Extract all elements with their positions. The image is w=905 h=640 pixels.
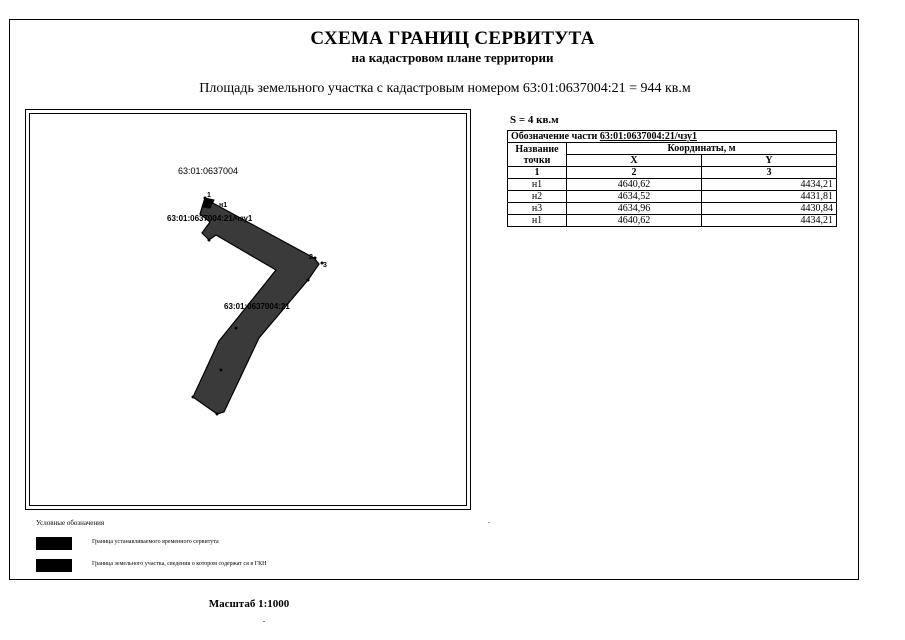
point-label-2: 2 <box>309 254 313 261</box>
legend-title: Условные обозначения <box>36 519 105 527</box>
col-coords-header: Координаты, м <box>567 143 837 155</box>
area-statement: Площадь земельного участка с кадастровым номером 63:01:0637004:21 = 944 кв.м <box>199 81 691 96</box>
vertex-marker <box>314 257 317 260</box>
servitude-polygon <box>202 198 214 208</box>
legend-swatch <box>36 537 72 550</box>
scan-speck <box>488 522 490 523</box>
designation-cell: Обозначение части 63:01:0637004:21/чзу1 <box>508 131 837 143</box>
quarter-label: 63:01:0637004 <box>178 166 239 176</box>
page-title: СХЕМА ГРАНИЦ СЕРВИТУТА <box>310 28 595 49</box>
point-label-n1: н1 <box>219 202 228 209</box>
legend-swatch <box>36 559 72 572</box>
parcel-map <box>26 110 472 511</box>
col-num: 2 <box>567 167 702 179</box>
scale-label: Масштаб 1:1000 <box>208 598 290 610</box>
col-x-header: X <box>567 155 702 167</box>
vertex-marker <box>235 327 238 330</box>
scan-speck <box>263 621 265 622</box>
legend-label: Граница земельного участка, сведения о котором содержат ся в ГКН <box>92 561 267 567</box>
servitude-area: S = 4 кв.м <box>510 114 559 126</box>
vertex-marker <box>220 369 223 372</box>
table-row: н3 4634,96 4430,84 <box>508 203 837 215</box>
vertex-marker <box>307 279 310 282</box>
col-name-header: Название точки <box>508 143 567 167</box>
vertex-marker <box>321 262 324 265</box>
col-y-header: Y <box>701 155 836 167</box>
parcel-polygon <box>193 198 319 414</box>
vertex-marker <box>192 396 195 399</box>
designation-value: 63:01:0637004:21/чзу1 <box>599 131 698 142</box>
coordinates-table <box>507 130 837 227</box>
point-label-3: 3 <box>323 262 327 269</box>
col-num: 3 <box>701 167 836 179</box>
parcel-label-top: 63:01:0637004:21/чзу1 <box>167 214 253 223</box>
vertex-marker <box>204 197 207 200</box>
table-row: н2 4634,52 4431,81 <box>508 191 837 203</box>
col-num: 1 <box>508 167 567 179</box>
legend-label: Граница устанавливаемого временного сервитута <box>92 539 219 545</box>
vertex-marker <box>216 413 219 416</box>
parcel-label-mid: 63:01:0637004:21 <box>224 302 290 311</box>
page-subtitle: на кадастровом плане территории <box>351 50 554 65</box>
table-row: н1 4640,62 4434,21 <box>508 215 837 227</box>
vertex-marker <box>208 239 211 242</box>
point-label-1: 1 <box>207 192 211 199</box>
table-row: н1 4640,62 4434,21 <box>508 179 837 191</box>
